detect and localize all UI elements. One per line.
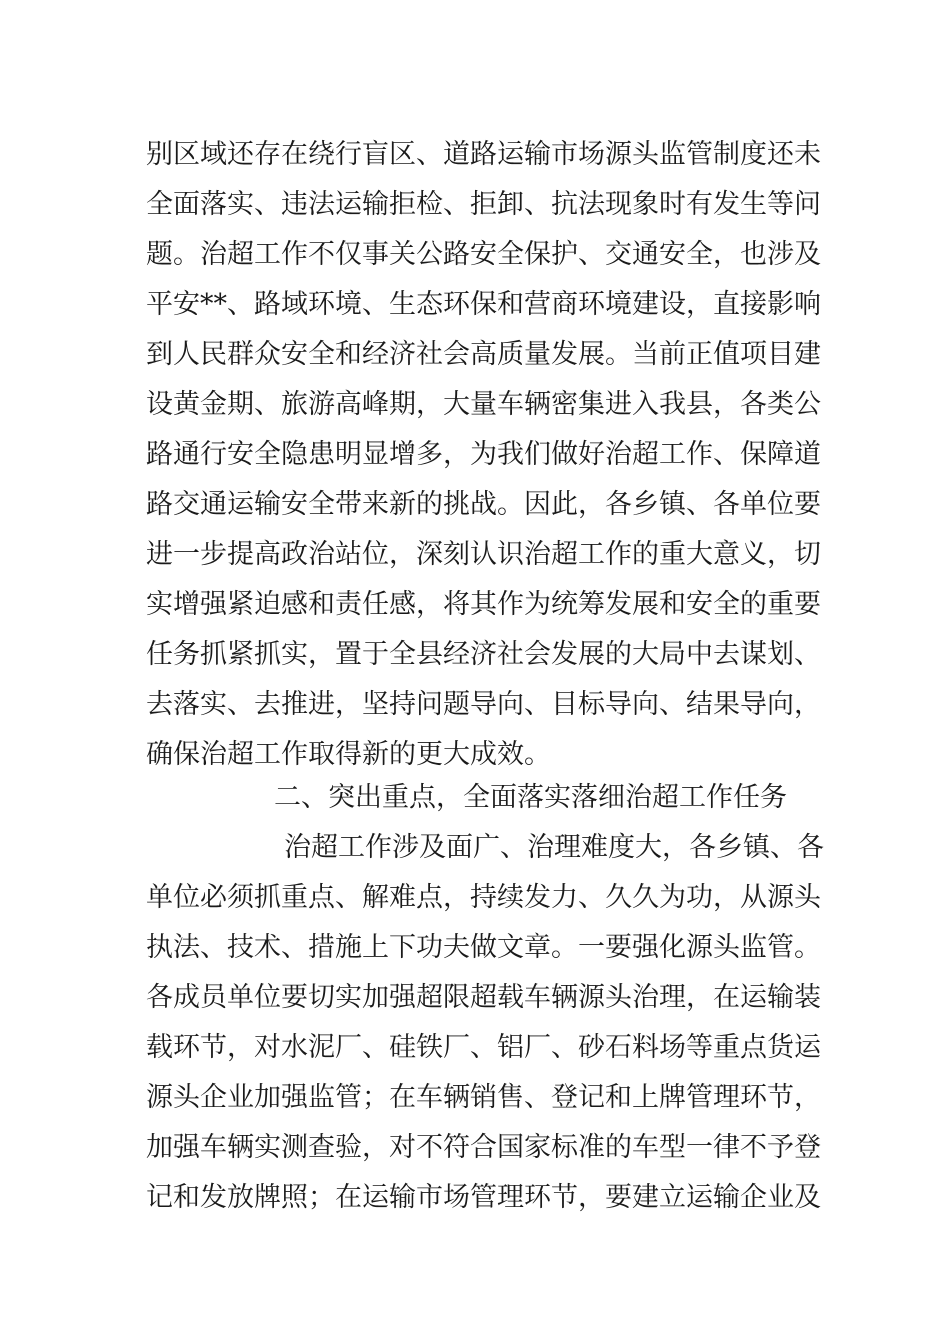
text-line: 记和发放牌照；在运输市场管理环节，要建立运输企业及 bbox=[146, 1182, 821, 1213]
text-line: 路通行安全隐患明显增多，为我们做好治超工作、保障道 bbox=[146, 439, 821, 470]
text-line: 到人民群众安全和经济社会高质量发展。当前正值项目建 bbox=[146, 339, 821, 370]
text-line: 进一步提高政治站位，深刻认识治超工作的重大意义，切 bbox=[146, 539, 821, 570]
text-line: 任务抓紧抓实，置于全县经济社会发展的大局中去谋划、 bbox=[146, 639, 821, 670]
section-heading: 二、突出重点，全面落实落细治超工作任务 bbox=[274, 782, 787, 813]
text-line: 实增强紧迫感和责任感，将其作为统筹发展和安全的重要 bbox=[146, 589, 821, 620]
text-line: 源头企业加强监管；在车辆销售、登记和上牌管理环节， bbox=[146, 1082, 821, 1113]
text-line: 全面落实、违法运输拒检、拒卸、抗法现象时有发生等问 bbox=[146, 189, 821, 220]
text-line: 设黄金期、旅游高峰期，大量车辆密集进入我县，各类公 bbox=[146, 389, 821, 420]
text-line: 题。治超工作不仅事关公路安全保护、交通安全，也涉及 bbox=[146, 239, 821, 270]
text-line: 去落实、去推进，坚持问题导向、目标导向、结果导向， bbox=[146, 689, 821, 720]
text-line: 治超工作涉及面广、治理难度大，各乡镇、各 bbox=[284, 832, 824, 863]
text-line: 执法、技术、措施上下功夫做文章。一要强化源头监管。 bbox=[146, 932, 821, 963]
text-line: 加强车辆实测查验，对不符合国家标准的车型一律不予登 bbox=[146, 1132, 821, 1163]
text-line: 单位必须抓重点、解难点，持续发力、久久为功，从源头 bbox=[146, 882, 821, 913]
text-line: 路交通运输安全带来新的挑战。因此，各乡镇、各单位要 bbox=[146, 489, 821, 520]
text-line: 确保治超工作取得新的更大成效。 bbox=[146, 739, 551, 770]
text-line: 别区域还存在绕行盲区、道路运输市场源头监管制度还未 bbox=[146, 139, 821, 170]
text-line: 平安**、路域环境、生态环保和营商环境建设，直接影响 bbox=[146, 289, 821, 320]
text-line: 载环节，对水泥厂、硅铁厂、铝厂、砂石料场等重点货运 bbox=[146, 1032, 821, 1063]
text-line: 各成员单位要切实加强超限超载车辆源头治理，在运输装 bbox=[146, 982, 821, 1013]
